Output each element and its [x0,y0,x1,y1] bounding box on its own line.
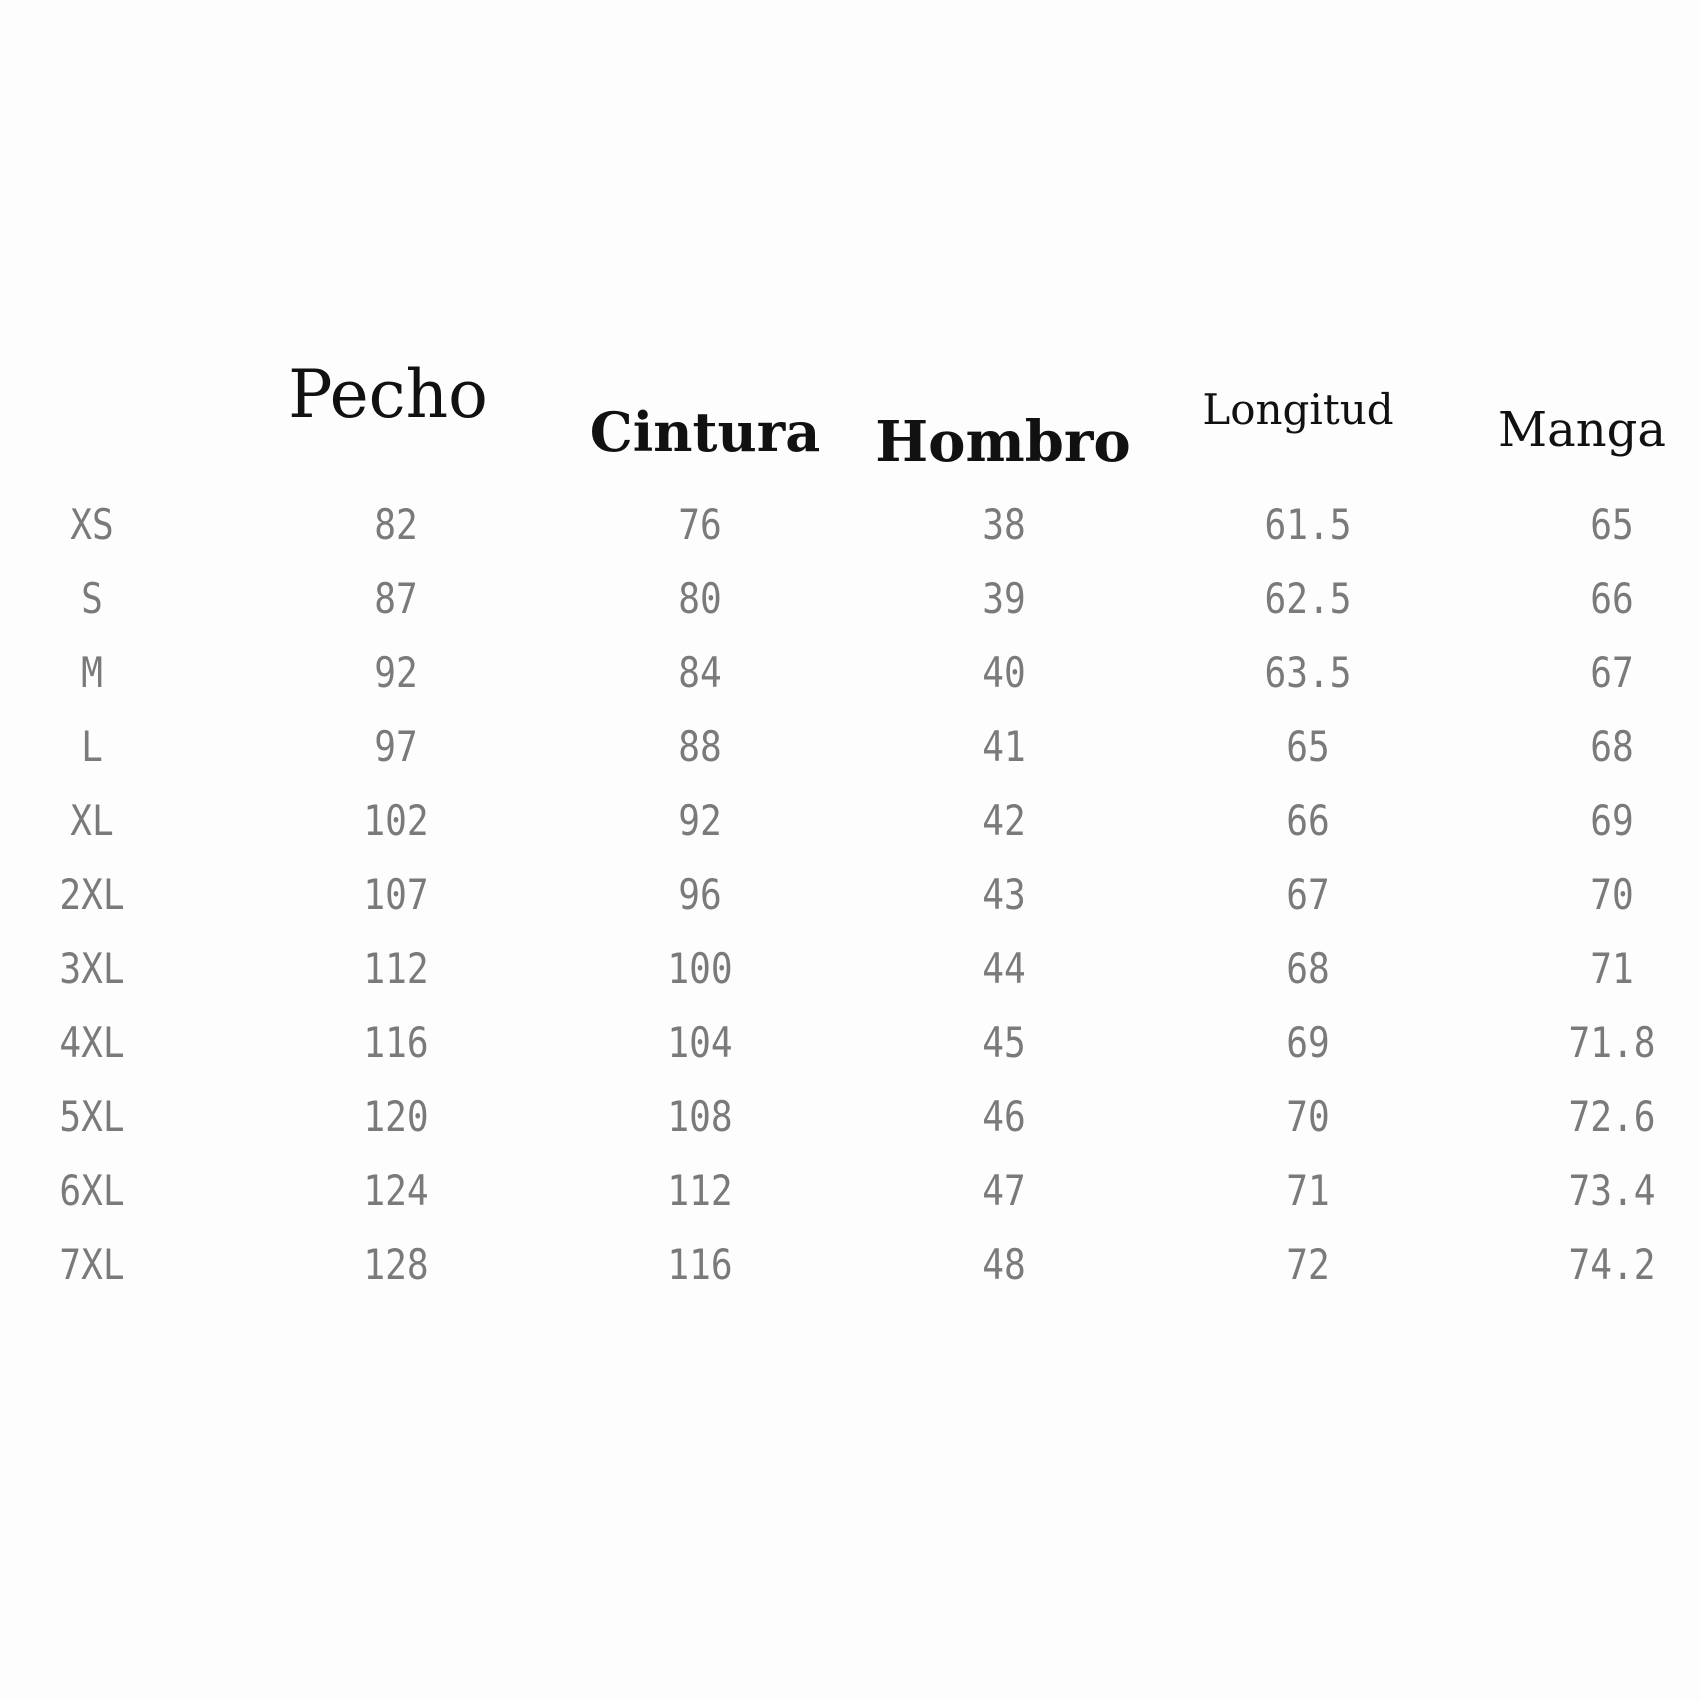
table-row [0,636,1700,710]
chest-value: 116 [363,1018,429,1067]
length-value: 61.5 [1264,500,1352,549]
waist-value: 116 [667,1240,733,1289]
size-label: M [81,648,103,697]
sleeve-value: 69 [1590,796,1634,845]
shoulder-value: 42 [982,796,1026,845]
waist-value: 84 [678,648,722,697]
length-value: 70 [1286,1092,1330,1141]
sleeve-value: 65 [1590,500,1634,549]
chest-value: 87 [374,574,418,623]
table-row [0,858,1700,932]
table-row [0,1006,1700,1080]
shoulder-value: 38 [982,500,1026,549]
header-shoulder: Hombro [875,409,1131,475]
sleeve-value: 68 [1590,722,1634,771]
sleeve-value: 71 [1590,944,1634,993]
size-label: 5XL [59,1092,125,1141]
table-row [0,562,1700,636]
header-sleeve: Manga [1497,402,1667,458]
chest-value: 112 [363,944,429,993]
chest-value: 82 [374,500,418,549]
sleeve-value: 70 [1590,870,1634,919]
waist-value: 88 [678,722,722,771]
size-label: 7XL [59,1240,125,1289]
chest-value: 92 [374,648,418,697]
shoulder-value: 43 [982,870,1026,919]
sleeve-value: 72.6 [1568,1092,1656,1141]
sleeve-value: 73.4 [1568,1166,1656,1215]
length-value: 71 [1286,1166,1330,1215]
size-label: 6XL [59,1166,125,1215]
size-label: 4XL [59,1018,125,1067]
table-row [0,1228,1700,1302]
shoulder-value: 47 [982,1166,1026,1215]
shoulder-value: 48 [982,1240,1026,1289]
size-label: 3XL [59,944,125,993]
table-row [0,1080,1700,1154]
length-value: 66 [1286,796,1330,845]
size-label: XS [70,500,114,549]
length-value: 72 [1286,1240,1330,1289]
waist-value: 76 [678,500,722,549]
shoulder-value: 41 [982,722,1026,771]
shoulder-value: 40 [982,648,1026,697]
chest-value: 128 [363,1240,429,1289]
header-length: Longitud [1202,385,1394,434]
size-label: L [81,722,103,771]
chest-value: 107 [363,870,429,919]
shoulder-value: 44 [982,944,1026,993]
table-row [0,710,1700,784]
length-value: 69 [1286,1018,1330,1067]
shoulder-value: 45 [982,1018,1026,1067]
length-value: 62.5 [1264,574,1352,623]
waist-value: 96 [678,870,722,919]
chest-value: 124 [363,1166,429,1215]
size-label: 2XL [59,870,125,919]
header-chest: Pecho [288,356,488,433]
size-label: XL [70,796,114,845]
header-waist: Cintura [589,400,821,464]
waist-value: 104 [667,1018,733,1067]
sleeve-value: 71.8 [1568,1018,1656,1067]
shoulder-value: 39 [982,574,1026,623]
sleeve-value: 67 [1590,648,1634,697]
shoulder-value: 46 [982,1092,1026,1141]
table-row [0,784,1700,858]
length-value: 65 [1286,722,1330,771]
size-label: S [81,574,103,623]
waist-value: 100 [667,944,733,993]
table-row [0,932,1700,1006]
length-value: 63.5 [1264,648,1352,697]
length-value: 68 [1286,944,1330,993]
chest-value: 120 [363,1092,429,1141]
sleeve-value: 66 [1590,574,1634,623]
chest-value: 97 [374,722,418,771]
waist-value: 112 [667,1166,733,1215]
sleeve-value: 74.2 [1568,1240,1656,1289]
length-value: 67 [1286,870,1330,919]
table-row [0,1154,1700,1228]
waist-value: 80 [678,574,722,623]
waist-value: 108 [667,1092,733,1141]
chest-value: 102 [363,796,429,845]
table-row [0,488,1700,562]
waist-value: 92 [678,796,722,845]
